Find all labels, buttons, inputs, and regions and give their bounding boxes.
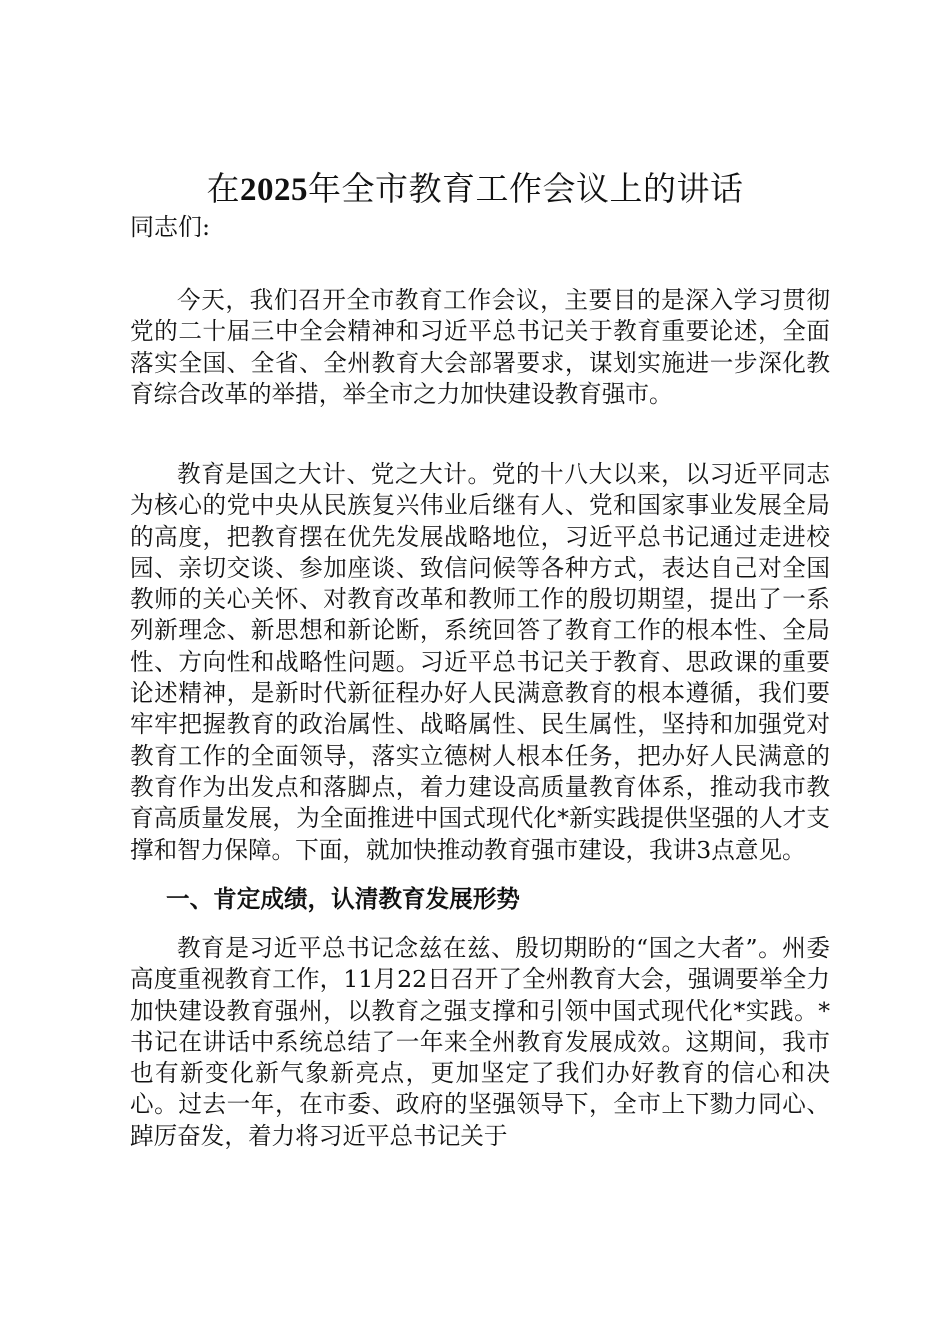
document-title <box>0 166 950 213</box>
title-year: 2025 <box>240 172 308 208</box>
paragraph-opening: 今天，我们召开全市教育工作会议，主要目的是深入学习贯彻党的二十届三中全会精神和习近平总书记关于教育重要论述，全面落实全国、全省、全州教育大会部署要求，谋划实施进一步深化教育综合改革的举措，举全市之力加快建设教育强市。 <box>130 286 830 408</box>
title-suffix: 年全市教育工作会议上的讲话 <box>308 169 744 208</box>
title-prefix: 在 <box>206 169 240 208</box>
salutation: 同志们: <box>130 213 211 241</box>
paragraph-background: 教育是国之大计、党之大计。党的十八大以来，以习近平同志为核心的党中央从民族复兴伟业后继有人、党和国家事业发展全局的高度，把教育摆在优先发展战略地位，习近平总书记通过走进校园、亲切交谈、参加座谈、致信问候等各种方式，表达自己对全国教师的关心关怀、对教育改革和教师工作的殷切期望，提出了一系列新理念、新思想和新论断，系统回答了教育工作的根本性、全局性、方向性和战略性问题。习近平总书记关于教育、思政课的重要论述精神，是新时代新征程办好人民满意教育的根本遵循，我们要牢牢把握教育的政治属性、战略属性、民生属性，坚持和加强党对教育工作的全面领导，落实立德树人根本任务，把办好人民满意的教育作为出发点和落脚点，着力建设高质量教育体系，推动我市教育高质量发展，为全面推进中国式现代化*新实践提供坚强的人才支撑和智力保障。下面，就加快推动教育强市建设，我讲3点意见。 <box>130 460 830 864</box>
section-heading-1: 一、肯定成绩，认清教育发展形势 <box>166 885 520 913</box>
paragraph-section-1: 教育是习近平总书记念兹在兹、殷切期盼的“国之大者”。州委高度重视教育工作，11月22日召开了全州教育大会，强调要举全力加快建设教育强州，以教育之强支撑和引领中国式现代化*实践。*书记在讲话中系统总结了一年来全州教育发展成效。这期间，我市也有新变化新气象新亮点，更加坚定了我们办好教育的信心和决心。过去一年，在市委、政府的坚强领导下，全市上下勠力同心、踔厉奋发，着力将习近平总书记关于 <box>130 934 830 1150</box>
